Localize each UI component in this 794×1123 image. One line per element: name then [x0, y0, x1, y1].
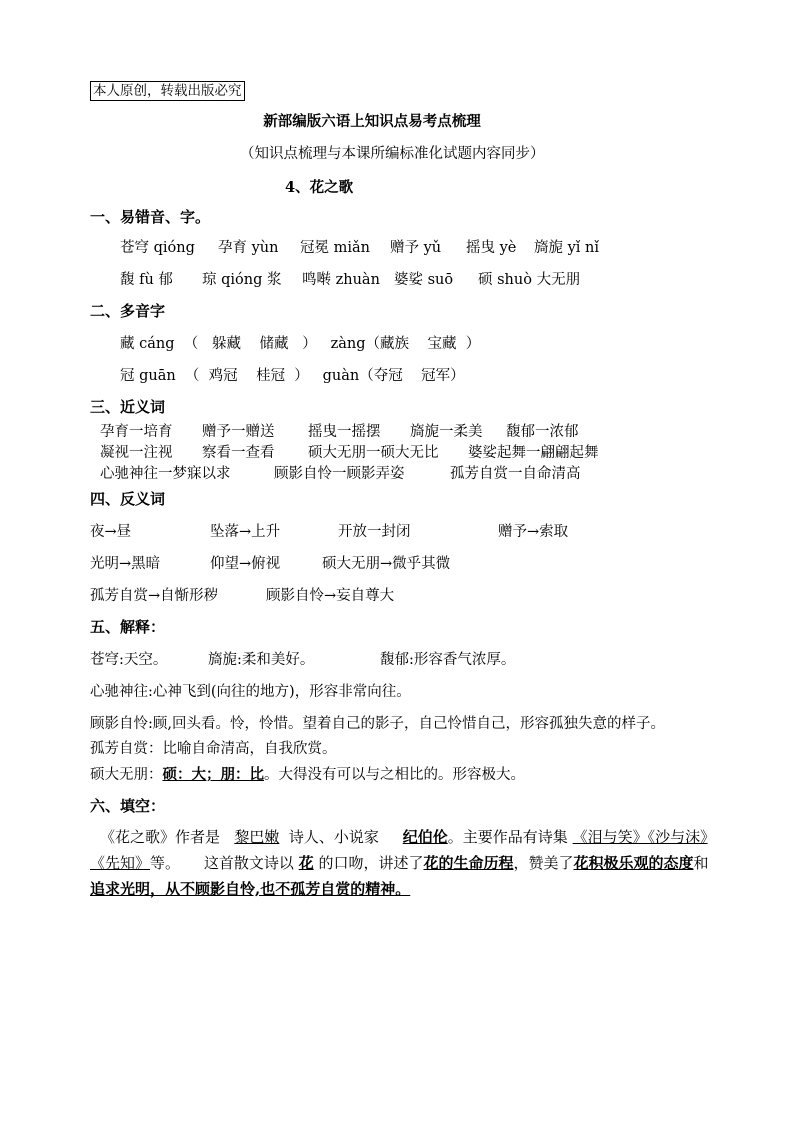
s3-item: 孤芳自赏一自命清高 [450, 466, 581, 482]
s4-item: 孤芳自赏→自惭形秽 [90, 588, 219, 604]
p-answer: 黎巴嫩 [234, 828, 280, 846]
p-answer: 花积极乐观的态度 [573, 854, 694, 872]
p-text: 的口吻，讲述了 [318, 854, 424, 872]
section-heading-5: 五、解释： [90, 618, 166, 636]
p-answer: 《泪与笑》《沙与沫》《先知》 [90, 828, 708, 872]
s4-item: 顾影自怜→妄自尊大 [266, 588, 395, 604]
s4-item: 光明→黑暗 [90, 556, 161, 572]
p-answer: 追求光明，从不顾影自怜,也不孤芳自赏的精神。 [90, 880, 411, 898]
s5-row5-rest: 。大得没有可以与之相比的。形容极大。 [264, 767, 525, 783]
s1-row1 [120, 236, 640, 256]
p-answer: 花的生命历程 [423, 854, 514, 872]
s2-row2: 冠 guān （ 鸡冠 桂冠 ） guàn（夺冠 冠军） [120, 368, 465, 384]
doc-title [0, 110, 794, 131]
s3-row2 [100, 441, 620, 461]
s4-item: 硕大无朋→微乎其微 [322, 556, 451, 572]
s1-item: 摇曳 yè [466, 240, 517, 256]
s2-row1: 藏 cáng （ 躲藏 储藏 ） zàng（藏族 宝藏 ） [120, 336, 481, 352]
section-heading-6: 六、填空： [90, 797, 166, 815]
s1-item: 赠予 yǔ [390, 240, 442, 256]
section-heading-1: 一、易错音、字。 [90, 208, 211, 226]
s5-item: 旖旎:柔和美好。 [208, 652, 315, 668]
s1-item: 冠冕 miǎn [300, 240, 370, 256]
s4-row1 [90, 520, 610, 540]
s1-item: 婆娑 suō [394, 272, 454, 288]
p-text: 这首散文诗以 [203, 854, 294, 872]
p-text: 和 [693, 854, 709, 872]
s4-item: 仰望→俯视 [210, 556, 281, 572]
s3-item: 顾影自怜一顾影弄姿 [274, 466, 405, 482]
s1-item: 孕育 yùn [218, 240, 279, 256]
s1-item: 琼 qióng 浆 [202, 272, 282, 288]
section-heading-3: 三、近义词 [90, 398, 166, 416]
fill-blank-paragraph [90, 824, 710, 902]
s4-row2 [90, 552, 610, 572]
p-text: 《花之歌》作者是 [100, 828, 221, 846]
s1-item: 鸣啭 zhuàn [302, 272, 380, 288]
s3-item: 摇曳一摇摆 [308, 424, 381, 440]
s3-item: 赠予一赠送 [202, 424, 275, 440]
s3-item: 婆娑起舞一翩翩起舞 [468, 445, 599, 461]
section-heading-2: 二、多音字 [90, 302, 166, 320]
doc-title-text: 新部编版六语上知识点易考点梳理 [263, 113, 481, 130]
s4-item: 夜→昼 [90, 524, 132, 540]
s5-row5-term: 硕大无朋： [90, 767, 163, 783]
s5-row5-gloss: 硕：大；朋：比 [162, 766, 264, 783]
s3-item: 旖旎一柔美 [410, 424, 483, 440]
p-answer: 纪伯伦 [402, 828, 448, 846]
s3-item: 心驰神往一梦寐以求 [100, 466, 231, 482]
s5-item: 苍穹:天空。 [90, 652, 168, 668]
copyright-stamp: 本人原创，转载出版必究 [90, 81, 245, 101]
s5-row2: 心驰神往:心神飞到(向往的地方)，形容非常向往。 [90, 684, 411, 700]
s4-item: 赠予→索取 [498, 524, 569, 540]
s1-item: 旖旎 yǐ nǐ [534, 240, 600, 256]
s1-item: 硕 shuò 大无朋 [478, 272, 581, 288]
section-heading-4: 四、反义词 [90, 490, 166, 508]
s3-item: 硕大无朋一硕大无比 [308, 445, 439, 461]
s3-item: 孕育一培育 [100, 424, 173, 440]
s3-item: 馥郁一浓郁 [506, 424, 579, 440]
s5-item: 馥郁:形容香气浓厚。 [380, 652, 516, 668]
doc-subtitle: （知识点梳理与本课所编标准化试题内容同步） [240, 146, 545, 162]
s3-row1 [100, 420, 620, 440]
s5-row1 [90, 648, 610, 668]
s4-row3 [90, 584, 610, 604]
s1-item: 馥 fù 郁 [120, 272, 173, 288]
p-text: 等。 [150, 854, 181, 872]
s4-item: 开放一封闭 [338, 524, 411, 540]
s5-row4: 孤芳自赏：比喻自命清高，自我欣赏。 [90, 741, 337, 757]
s4-item: 坠落→上升 [210, 524, 281, 540]
s5-row3: 顾影自怜:顾,回头看。怜，怜惜。望着自己的影子，自己怜惜自己，形容孤独失意的样子。 [90, 716, 665, 732]
p-text: 诗人、小说家 [288, 828, 379, 846]
s5-row5 [90, 763, 525, 784]
s3-item: 察看一查看 [202, 445, 275, 461]
s1-item: 苍穹 qióng [120, 240, 195, 256]
p-text: 。主要作品有诗集 [447, 828, 568, 846]
p-answer: 花 [298, 854, 314, 872]
s1-row2 [120, 268, 640, 288]
s3-item: 凝视一注视 [100, 445, 173, 461]
lesson-title: 4、花之歌 [285, 179, 354, 196]
p-text: ，赞美了 [513, 854, 574, 872]
s3-row3 [100, 462, 620, 482]
